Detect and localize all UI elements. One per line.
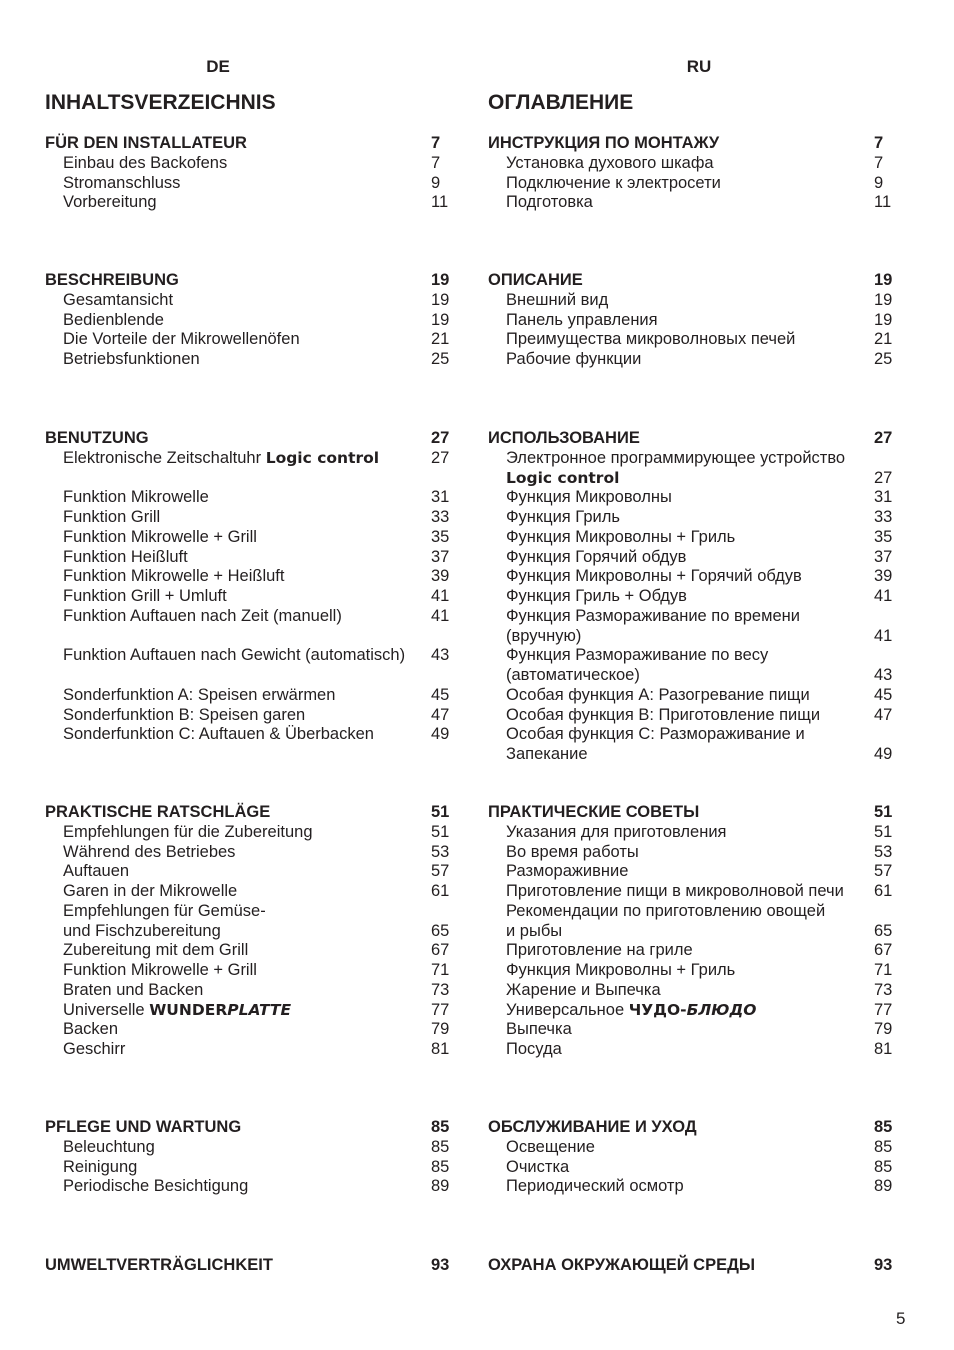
toc-entry[interactable]: Посуда 81 (506, 1040, 893, 1058)
toc-entry[interactable]: Внешний вид 19 (506, 290, 893, 309)
toc-heading[interactable]: PRAKTISCHE RATSCHLÄGE 51 (45, 803, 450, 821)
toc-heading[interactable]: BESCHREIBUNG 19 (45, 271, 450, 289)
toc-entry[interactable]: Backen 79 (63, 1020, 450, 1039)
page-number: 5 (896, 1309, 906, 1328)
toc-entry[interactable]: Особая функция А: Разогревание пищи 45 (506, 685, 893, 704)
toc-entry[interactable]: Während des Betriebes 53 (63, 842, 450, 861)
toc-section-description (488, 271, 894, 370)
toc-heading[interactable]: ИСПОЛЬЗОВАНИЕ 27 (488, 429, 893, 447)
toc-entry[interactable]: Garen in der Mikrowelle 61 (63, 882, 450, 900)
toc-entry[interactable]: Очистка 85 (506, 1157, 893, 1176)
toc-entry[interactable]: Funktion Heißluft 37 (63, 547, 450, 566)
toc-entry-line[interactable]: Empfehlungen für Gemüse- (63, 901, 266, 920)
toc-entry[interactable]: Gesamtansicht 19 (63, 290, 450, 309)
spacer (45, 666, 451, 686)
toc-entry[interactable]: Размораживние 57 (506, 862, 893, 881)
toc-entry[interactable]: Приготовление на гриле 67 (506, 941, 893, 960)
toc-title-de: INHALTSVERZEICHNIS (45, 91, 276, 114)
toc-entry[interactable]: Панель управления 19 (506, 310, 893, 329)
toc-entry[interactable]: Особая функция В: Приготовление пищи 47 (506, 705, 893, 724)
toc-section-description (45, 271, 451, 370)
toc-entry[interactable]: Funktion Auftauen nach Zeit (manuell) 41 (63, 606, 450, 625)
toc-heading[interactable]: ПРАКТИЧЕСКИЕ СОВЕТЫ 51 (488, 803, 893, 821)
toc-entry-line[interactable]: Рекомендации по приготовлению овощей (506, 901, 826, 920)
toc-entry[interactable]: Funktion Auftauen nach Gewicht (automatisch) 43 (63, 646, 450, 665)
toc-entry[interactable]: Sonderfunktion C: Auftauen & Überbacken 49 (63, 725, 450, 744)
toc-entry[interactable]: Empfehlungen für die Zubereitung 51 (63, 822, 450, 841)
language-label-de: DE (206, 57, 230, 76)
toc-entry[interactable]: Выпечка 79 (506, 1020, 893, 1039)
toc-column-ru (488, 0, 894, 1300)
toc-entry-logic-control[interactable]: Logic control 27 (506, 468, 893, 487)
toc-entry[interactable]: Funktion Mikrowelle + Grill 35 (63, 527, 450, 546)
chudo-bludo-brand: ЧУДО- (628, 1000, 687, 1019)
toc-entry[interactable]: Подключение к электросети 9 (506, 173, 884, 192)
toc-entry[interactable]: Bedienblende 19 (63, 310, 450, 329)
toc-section-advice (488, 803, 894, 1060)
toc-entry[interactable]: Einbau des Backofens 7 (63, 153, 441, 172)
toc-column-de (45, 0, 451, 1300)
toc-entry[interactable]: Stromanschluss 9 (63, 173, 441, 192)
toc-entry[interactable]: Запекание 49 (506, 745, 893, 763)
logic-control-brand: Logic control (265, 448, 380, 467)
logic-control-brand: Logic control (506, 468, 620, 487)
toc-entry[interactable]: (вручную) 41 (506, 626, 893, 645)
toc-entry[interactable]: Sonderfunktion A: Speisen erwärmen 45 (63, 685, 450, 704)
toc-entry[interactable]: und Fischzubereitung 65 (63, 921, 450, 940)
toc-entry[interactable]: Beleuchtung 85 (63, 1137, 450, 1156)
toc-section-care (45, 1118, 451, 1197)
toc-entry[interactable]: (автоматическое) 43 (506, 666, 893, 684)
toc-entry[interactable]: Установка духового шкафа 7 (506, 153, 884, 172)
toc-entry-wunderplatte[interactable]: Universelle WUNDERPLATTE 77 (63, 1000, 450, 1019)
toc-section-usage (45, 429, 451, 745)
wunderplatte-brand: WUNDER (149, 1000, 228, 1019)
spacer (45, 627, 451, 647)
toc-entry[interactable]: Во время работы 53 (506, 842, 893, 861)
toc-entry[interactable]: Приготовление пищи в микроволновой печи 61 (506, 882, 893, 900)
toc-heading[interactable]: ОБСЛУЖИВАНИЕ И УХОД 85 (488, 1118, 893, 1136)
toc-entry-line[interactable]: Электронное программирующее устройство (506, 448, 846, 467)
toc-entry[interactable]: Преимущества микроволновых печей 21 (506, 330, 893, 349)
toc-entry[interactable]: Функция Микроволны + Гриль 71 (506, 961, 893, 979)
toc-entry[interactable]: Sonderfunktion B: Speisen garen 47 (63, 705, 450, 724)
toc-entry[interactable]: и рыбы 65 (506, 921, 893, 940)
toc-heading[interactable]: ОПИСАНИЕ 19 (488, 271, 893, 289)
toc-entry[interactable]: Жарение и Выпечка 73 (506, 980, 893, 999)
toc-entry[interactable]: Periodische Besichtigung 89 (63, 1177, 450, 1196)
toc-entry[interactable]: Braten und Backen 73 (63, 980, 450, 999)
spacer (45, 469, 451, 489)
toc-section-advice (45, 803, 451, 1060)
toc-entry[interactable]: Reinigung 85 (63, 1157, 450, 1176)
toc-heading[interactable]: ИНСТРУКЦИЯ ПО МОНТАЖУ 7 (488, 134, 884, 152)
toc-entry-chudo-bludo[interactable]: Универсальное ЧУДО-БЛЮДО 77 (506, 1000, 893, 1019)
toc-entry[interactable]: Периодический осмотр 89 (506, 1177, 893, 1196)
toc-entry[interactable]: Подготовка 11 (506, 193, 892, 212)
toc-entry[interactable]: Funktion Mikrowelle + Grill 71 (63, 961, 450, 979)
toc-heading[interactable]: BENUTZUNG 27 (45, 429, 450, 447)
toc-section-environment (488, 1256, 894, 1276)
toc-entry-line[interactable]: Функция Размораживание по весу (506, 646, 769, 665)
toc-entry[interactable]: Освещение 85 (506, 1137, 893, 1156)
toc-entry[interactable]: Funktion Grill + Umluft 41 (63, 587, 450, 605)
toc-entry[interactable]: Geschirr 81 (63, 1040, 450, 1058)
toc-entry[interactable]: Vorbereitung 11 (63, 193, 449, 212)
toc-entry[interactable]: Funktion Mikrowelle 31 (63, 488, 450, 507)
toc-entry-line[interactable]: Особая функция С: Размораживание и (506, 725, 805, 744)
toc-entry[interactable]: Auftauen 57 (63, 862, 450, 881)
toc-section-installer (45, 134, 451, 213)
language-label-ru: RU (686, 57, 712, 76)
toc-section-installer (488, 134, 894, 213)
toc-title-ru: ОГЛАВЛЕНИЕ (488, 91, 634, 114)
toc-heading[interactable]: PFLEGE UND WARTUNG 85 (45, 1118, 450, 1136)
toc-entry[interactable]: Рабочие функции 25 (506, 350, 893, 368)
toc-heading[interactable]: FÜR DEN INSTALLATEUR 7 (45, 134, 441, 152)
toc-entry-line[interactable]: Функция Размораживание по времени (506, 606, 800, 625)
toc-entry[interactable]: Функция Микроволны + Гриль 35 (506, 527, 893, 546)
toc-entry[interactable]: Функция Горячий обдув 37 (506, 547, 893, 566)
toc-section-environment (45, 1256, 451, 1276)
toc-section-usage (488, 429, 894, 765)
toc-heading[interactable]: UMWELTVERTRÄGLICHKEIT 93 (45, 1256, 450, 1274)
toc-heading[interactable]: ОХРАНА ОКРУЖАЮЩЕЙ СРЕДЫ 93 (488, 1256, 893, 1274)
toc-entry[interactable]: Funktion Mikrowelle + Heißluft 39 (63, 567, 450, 586)
toc-entry[interactable]: Функция Гриль 33 (506, 508, 893, 526)
toc-entry[interactable]: Betriebsfunktionen 25 (63, 350, 450, 368)
toc-section-care (488, 1118, 894, 1197)
toc-entry[interactable]: Funktion Grill 33 (63, 508, 450, 526)
toc-entry[interactable]: Функция Гриль + Обдув 41 (506, 587, 893, 605)
toc-entry[interactable]: Указания для приготовления 51 (506, 822, 893, 841)
toc-entry[interactable]: Функция Микроволны + Горячий обдув 39 (506, 567, 893, 586)
toc-entry[interactable]: Zubereitung mit dem Grill 67 (63, 941, 450, 960)
toc-entry-logic-control[interactable]: Elektronische Zeitschaltuhr Logic control 27 (63, 448, 450, 467)
toc-entry[interactable]: Die Vorteile der Mikrowellenöfen 21 (63, 330, 450, 349)
toc-entry[interactable]: Функция Микроволны 31 (506, 488, 893, 507)
